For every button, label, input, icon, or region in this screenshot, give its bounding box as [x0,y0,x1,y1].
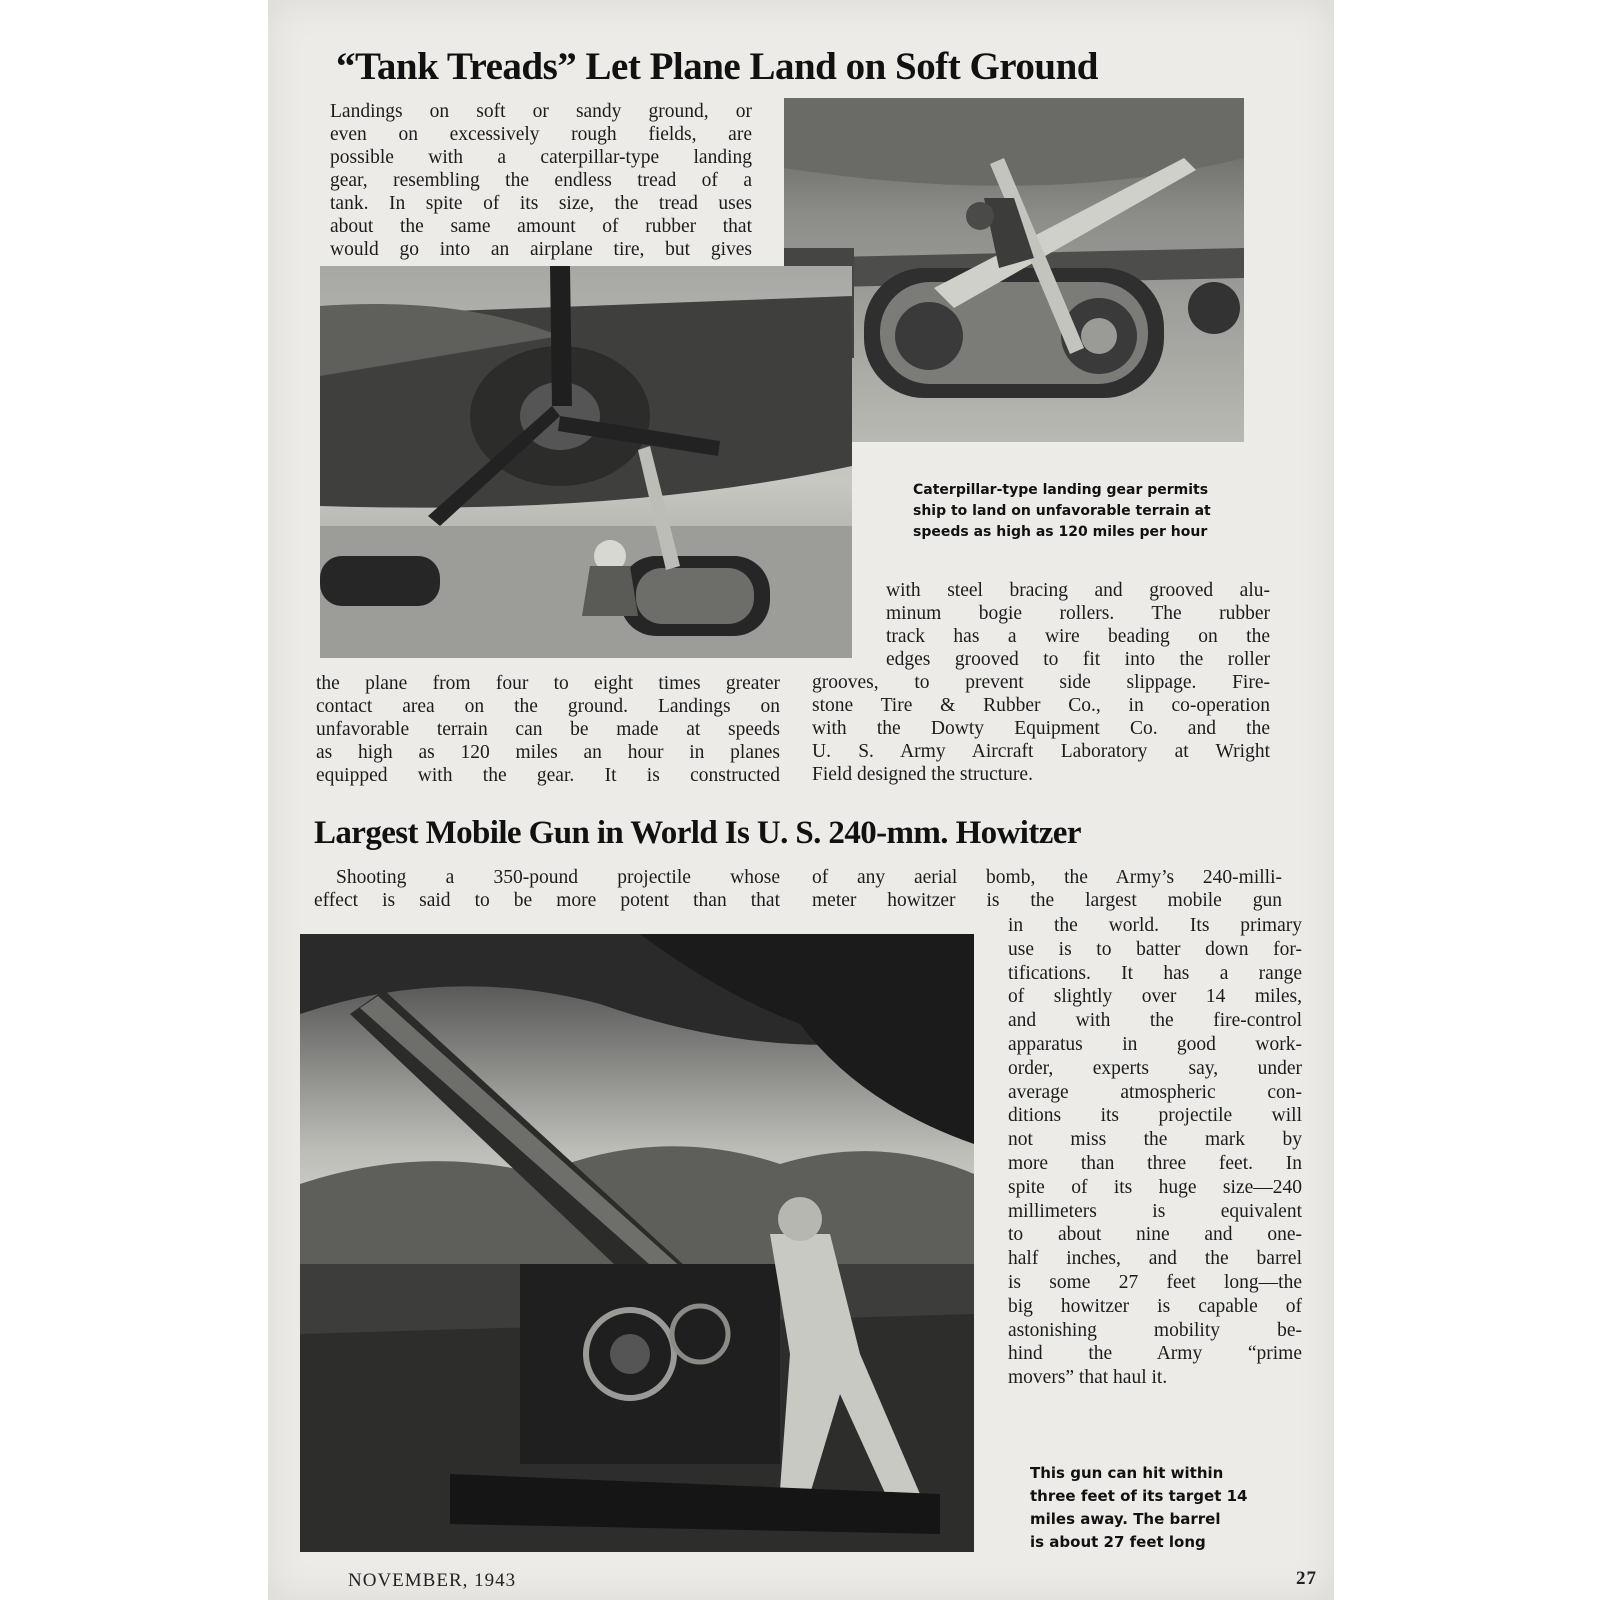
text-line: spite of its huge size—240 [1008,1176,1302,1198]
text-line: grooves, to prevent side slippage. Fire- [812,672,1270,693]
caption-line: miles away. The barrel [1030,1510,1221,1528]
text-line: astonishing mobility be- [1008,1319,1302,1341]
page-number: 27 [1296,1568,1317,1589]
text-line: movers” that haul it. [1008,1367,1168,1389]
article2-headline: Largest Mobile Gun in World Is U. S. 240-mm. Howitzer [314,815,1081,851]
text-line: tifications. It has a range [1008,962,1302,984]
text-line: unfavorable terrain can be made at speeds [316,719,780,740]
caption-line: This gun can hit within [1030,1464,1224,1482]
article1-left-column [316,672,780,787]
text-line: U. S. Army Aircraft Laboratory at Wright [812,741,1270,762]
text-line: in the world. Its primary [1008,915,1302,936]
text-line: track has a wire beading on the [886,626,1270,647]
text-line: apparatus in good work- [1008,1033,1302,1055]
issue-date: NOVEMBER, 1943 [348,1570,517,1591]
text-line: meter howitzer is the largest mobile gun [812,890,1282,911]
text-line: edges grooved to fit into the roller [886,649,1270,670]
article1-headline: “Tank Treads” Let Plane Land on Soft Ground [336,45,1098,88]
text-line: order, experts say, under [1008,1057,1302,1079]
text-line: to about nine and one- [1008,1224,1302,1246]
article1-intro [330,100,752,261]
text-line: effect is said to be more potent than that [314,890,780,911]
text-line: half inches, and the barrel [1008,1248,1302,1270]
text-line: would go into an airplane tire, but gives [330,239,752,260]
text-line: the plane from four to eight times greater [316,673,780,694]
text-line: minum bogie rollers. The rubber [886,603,1270,624]
text-line: of slightly over 14 miles, [1008,986,1302,1008]
text-line: of any aerial bomb, the Army’s 240-milli- [812,867,1282,888]
caption-line: three feet of its target 14 [1030,1487,1248,1505]
caption-line: ship to land on unfavorable terrain at [913,503,1211,519]
text-line: millimeters is equivalent [1008,1200,1302,1222]
text-line: not miss the mark by [1008,1129,1302,1151]
article2-right-column [1008,914,1302,1390]
text-line: Shooting a 350-pound projectile whose [336,867,780,888]
howitzer-photo [300,934,974,1552]
text-line: equipped with the gear. It is constructed [316,765,780,786]
text-line: stone Tire & Rubber Co., in co-operation [812,695,1270,716]
text-line: with the Dowty Equipment Co. and the [812,718,1270,739]
text-line: more than three feet. In [1008,1152,1302,1174]
plane-tread-gear-photo [320,266,852,658]
caption-line: speeds as high as 120 miles per hour [913,524,1208,540]
howitzer-caption [1030,1462,1247,1554]
text-line: even on excessively rough fields, are [330,124,752,145]
text-line: Field designed the structure. [812,764,1033,785]
text-line: big howitzer is capable of [1008,1295,1302,1317]
text-line: possible with a caterpillar-type landing [330,147,752,168]
caption-line: Caterpillar-type landing gear permits [913,482,1209,498]
text-line: use is to batter down for- [1008,938,1302,960]
text-line: gear, resembling the endless tread of a [330,170,752,191]
article1-right-column [812,579,1270,786]
landing-gear-closeup-photo [784,98,1244,442]
text-line: contact area on the ground. Landings on [316,696,780,717]
caption-line: is about 27 feet long [1030,1533,1206,1551]
text-line: Landings on soft or sandy ground, or [330,101,752,122]
text-line: average atmospheric con- [1008,1081,1302,1103]
landing-gear-caption [913,480,1211,543]
text-line: about the same amount of rubber that [330,216,752,237]
article2-intro-right [812,866,1282,912]
article2-intro-left [314,866,780,912]
text-line: ditions its projectile will [1008,1105,1302,1127]
text-line: is some 27 feet long—the [1008,1271,1302,1293]
text-line: with steel bracing and grooved alu- [886,580,1270,601]
text-line: tank. In spite of its size, the tread uses [330,193,752,214]
text-line: hind the Army “prime [1008,1343,1302,1365]
text-line: and with the fire-control [1008,1010,1302,1032]
text-line: as high as 120 miles an hour in planes [316,742,780,763]
